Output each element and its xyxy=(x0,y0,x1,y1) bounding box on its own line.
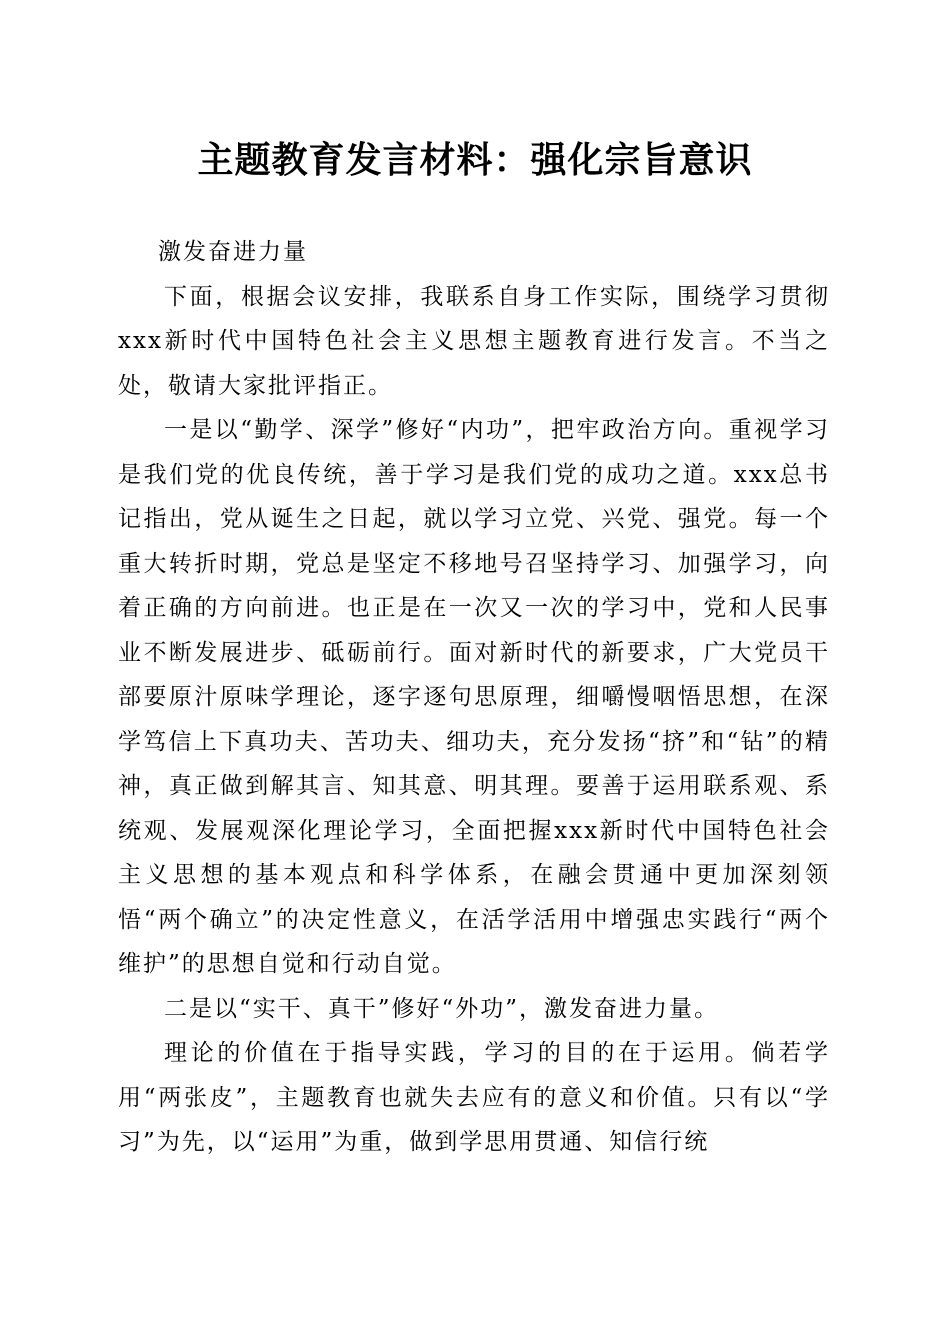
paragraph-point-two-body: 理论的价值在于指导实践，学习的目的在于运用。倘若学用“两张皮”，主题教育也就失去应有的意义和价值。只有以“学习”为先，以“运用”为重，做到学思用贯通、知信行统 xyxy=(118,1040,830,1155)
paragraph-point-one: 一是以“勤学、深学”修好“内功”，把牢政治方向。重视学习是我们党的优良传统，善于学习是我们党的成功之道。xxx总书记指出，党从诞生之日起，就以学习立党、兴党、强党。每一个重大转折时期，党总是坚定不移地号召坚持学习、加强学习，向着正确的方向前进。也正是在一次又一次的学习中，党和人民事业不断发展进步、砥砺前行。面对新时代的新要求，广大党员干部要原汁原味学理论，逐字逐句思原理，细嚼慢咽悟思想，在深学笃信上下真功夫、苦功夫、细功夫，充分发扬“挤”和“钻”的精神，真正做到解其言、知其意、明其理。要善于运用联系观、系统观、发展观深化理论学习，全面把握xxx新时代中国特色社会主义思想的基本观点和科学体系，在融会贯通中更加深刻领悟“两个确立”的决定性意义，在活学活用中增强忠实践行“两个维护”的思想自觉和行动自觉。 xyxy=(118,417,830,977)
paragraph-subtitle: 激发奋进力量 xyxy=(158,239,308,265)
paragraph-point-two-heading: 二是以“实干、真干”修好“外功”，激发奋进力量。 xyxy=(164,995,720,1022)
document-body xyxy=(118,230,830,1165)
document-title: 主题教育发言材料：强化宗旨意识 xyxy=(197,139,753,181)
paragraph-intro: 下面，根据会议安排，我联系自身工作实际，围绕学习贯彻xxx新时代中国特色社会主义思想主题教育进行发言。不当之处，敬请大家批评指正。 xyxy=(118,283,830,399)
